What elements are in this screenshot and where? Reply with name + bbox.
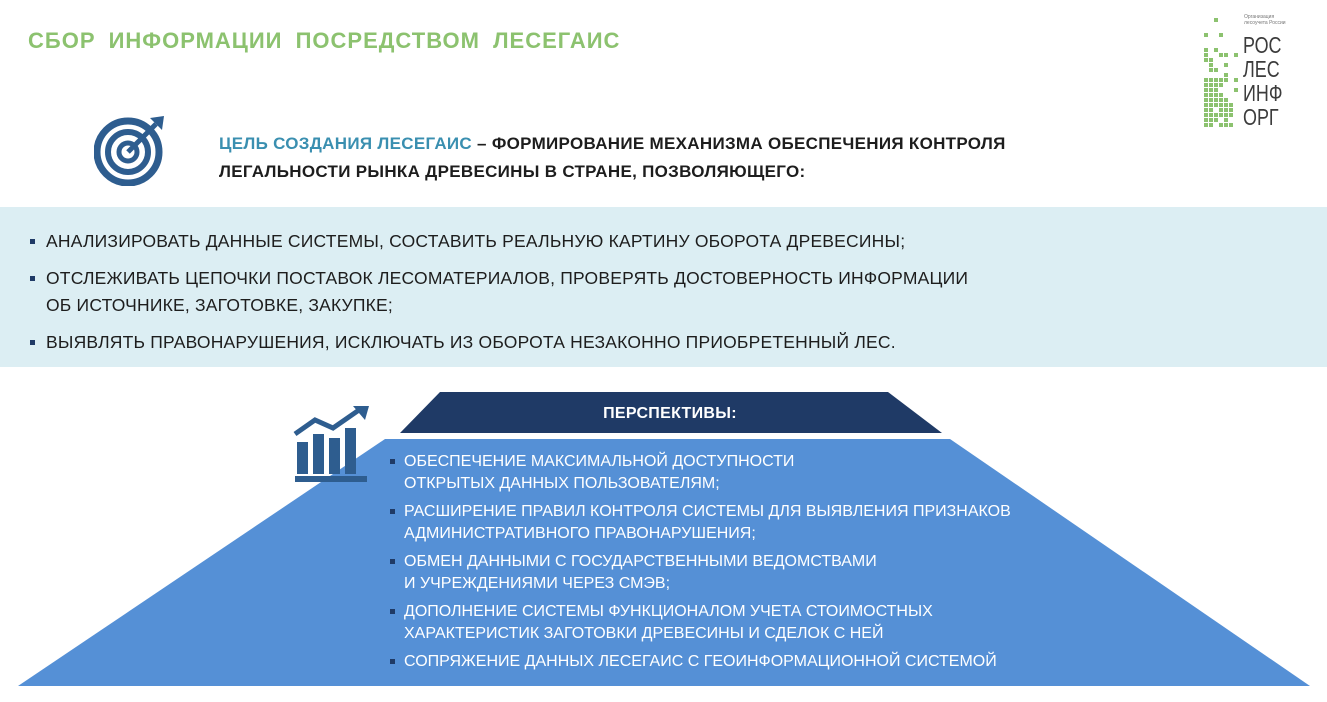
logo-dot xyxy=(1204,93,1208,97)
logo-dot xyxy=(1209,58,1213,62)
logo-dot xyxy=(1214,78,1218,82)
logo-dot xyxy=(1214,48,1218,52)
logo-dot xyxy=(1224,118,1228,122)
logo-dot xyxy=(1224,73,1228,77)
logo-dot xyxy=(1214,118,1218,122)
logo-dot xyxy=(1214,68,1218,72)
logo-dot xyxy=(1204,33,1208,37)
logo-dot xyxy=(1219,98,1223,102)
goal-statement xyxy=(219,130,1099,186)
logo-dot xyxy=(1204,113,1208,117)
logo-caption: Организация лесоучета России xyxy=(1244,14,1286,26)
logo-dot xyxy=(1219,103,1223,107)
logo-line: ИНФ xyxy=(1243,80,1283,106)
logo-dot xyxy=(1214,88,1218,92)
logo-dot xyxy=(1219,78,1223,82)
logo-dot xyxy=(1209,83,1213,87)
logo-dot xyxy=(1204,48,1208,52)
logo-dot xyxy=(1234,53,1238,57)
logo-dot xyxy=(1214,83,1218,87)
logo-dot xyxy=(1209,118,1213,122)
logo-dot xyxy=(1204,103,1208,107)
logo-dot xyxy=(1209,98,1213,102)
logo-dot xyxy=(1229,103,1233,107)
logo-dot xyxy=(1224,113,1228,117)
logo-dot xyxy=(1204,123,1208,127)
logo-line: ОРГ xyxy=(1243,104,1279,130)
page-title: СБОР ИНФОРМАЦИИ ПОСРЕДСТВОМ ЛЕСЕГАИС xyxy=(28,28,621,53)
list-item: АНАЛИЗИРОВАТЬ ДАННЫЕ СИСТЕМЫ, СОСТАВИТЬ РЕАЛЬНУЮ КАРТИНУ ОБОРОТА ДРЕВЕСИНЫ; xyxy=(30,228,968,255)
list-item: ОБМЕН ДАННЫМИ С ГОСУДАРСТВЕННЫМИ ВЕДОМСТВАМИ И УЧРЕЖДЕНИЯМИ ЧЕРЕЗ СМЭВ; xyxy=(388,551,1068,595)
list-item: ВЫЯВЛЯТЬ ПРАВОНАРУШЕНИЯ, ИСКЛЮЧАТЬ ИЗ ОБОРОТА НЕЗАКОННО ПРИОБРЕТЕННЫЙ ЛЕС. xyxy=(30,329,968,356)
logo-dot xyxy=(1219,93,1223,97)
logo-dot xyxy=(1224,63,1228,67)
logo-dot xyxy=(1209,68,1213,72)
list-item: ДОПОЛНЕНИЕ СИСТЕМЫ ФУНКЦИОНАЛОМ УЧЕТА СТОИМОСТНЫХ ХАРАКТЕРИСТИК ЗАГОТОВКИ ДРЕВЕСИНЫ И СДЕЛОК С НЕЙ xyxy=(388,601,1068,645)
logo-dot xyxy=(1234,88,1238,92)
logo-dot xyxy=(1209,88,1213,92)
logo-dot xyxy=(1219,83,1223,87)
logo-dot xyxy=(1214,103,1218,107)
logo-dot xyxy=(1209,103,1213,107)
logo-dot xyxy=(1209,63,1213,67)
logo-dot xyxy=(1214,93,1218,97)
list-item: ОТСЛЕЖИВАТЬ ЦЕПОЧКИ ПОСТАВОК ЛЕСОМАТЕРИАЛОВ, ПРОВЕРЯТЬ ДОСТОВЕРНОСТЬ ИНФОРМАЦИИ ОБ ИСТОЧНИКЕ, ЗАГОТОВКЕ, ЗАКУПКЕ; xyxy=(30,265,968,319)
logo-dot xyxy=(1219,53,1223,57)
logo-dot xyxy=(1224,123,1228,127)
logo-dot xyxy=(1229,108,1233,112)
logo-dot xyxy=(1214,18,1218,22)
target-icon xyxy=(94,114,166,186)
logo-dot xyxy=(1219,33,1223,37)
list-item: РАСШИРЕНИЕ ПРАВИЛ КОНТРОЛЯ СИСТЕМЫ ДЛЯ ВЫЯВЛЕНИЯ ПРИЗНАКОВ АДМИНИСТРАТИВНОГО ПРАВОНАРУШЕНИЯ; xyxy=(388,501,1068,545)
logo-dot xyxy=(1224,103,1228,107)
perspectives-label: ПЕРСПЕКТИВЫ: xyxy=(603,405,737,422)
logo-dot xyxy=(1219,113,1223,117)
logo-wordmark xyxy=(1243,33,1282,129)
logo-dot xyxy=(1224,78,1228,82)
logo-dot xyxy=(1204,83,1208,87)
logo-dot xyxy=(1204,88,1208,92)
logo-dot xyxy=(1204,118,1208,122)
logo-dot xyxy=(1204,78,1208,82)
logo-line: РОС xyxy=(1243,32,1282,58)
goals-band xyxy=(0,207,1327,367)
logo-dot xyxy=(1209,93,1213,97)
goal-body: – ФОРМИРОВАНИЕ МЕХАНИЗМА ОБЕСПЕЧЕНИЯ КОНТРОЛЯ ЛЕГАЛЬНОСТИ РЫНКА ДРЕВЕСИНЫ В СТРАНЕ, ПОЗВОЛЯЮЩЕГО: xyxy=(219,134,1006,181)
logo-dot xyxy=(1214,113,1218,117)
list-item: ОБЕСПЕЧЕНИЕ МАКСИМАЛЬНОЙ ДОСТУПНОСТИ ОТКРЫТЫХ ДАННЫХ ПОЛЬЗОВАТЕЛЯМ; xyxy=(388,451,1068,495)
perspectives-list xyxy=(388,451,1068,679)
logo-dot xyxy=(1204,58,1208,62)
logo-line: ЛЕС xyxy=(1243,56,1280,82)
logo-dot xyxy=(1219,108,1223,112)
logo-dot xyxy=(1204,98,1208,102)
goals-list xyxy=(30,228,968,366)
logo-dot xyxy=(1224,98,1228,102)
logo-dot xyxy=(1204,53,1208,57)
growth-chart-icon xyxy=(293,406,373,484)
goal-highlight: ЦЕЛЬ СОЗДАНИЯ ЛЕСЕГАИС xyxy=(219,134,473,153)
logo-dot xyxy=(1204,108,1208,112)
logo-dot xyxy=(1224,108,1228,112)
logo-dot xyxy=(1234,78,1238,82)
logo-dot xyxy=(1214,98,1218,102)
logo-dot xyxy=(1209,123,1213,127)
logo-dot xyxy=(1209,108,1213,112)
logo-dot xyxy=(1229,123,1233,127)
logo-dot xyxy=(1229,113,1233,117)
list-item: СОПРЯЖЕНИЕ ДАННЫХ ЛЕСЕГАИС С ГЕОИНФОРМАЦИОННОЙ СИСТЕМОЙ xyxy=(388,651,1068,673)
logo-dot xyxy=(1209,113,1213,117)
logo-dot xyxy=(1224,53,1228,57)
logo-dot xyxy=(1209,78,1213,82)
logo-dot xyxy=(1219,123,1223,127)
